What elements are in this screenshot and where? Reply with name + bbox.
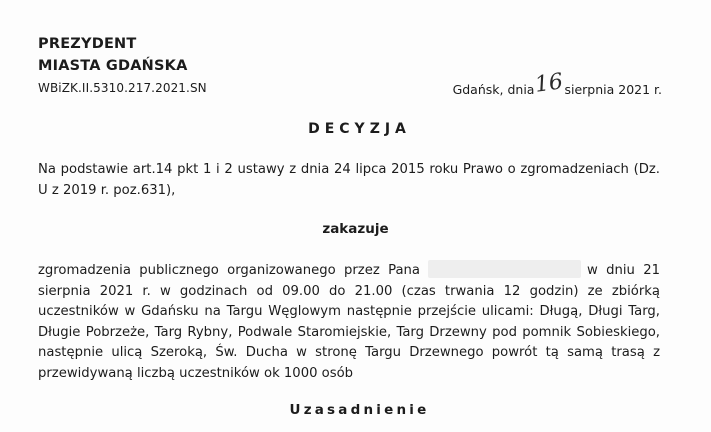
justification-heading: Uzasadnienie [289, 402, 430, 418]
authority-city: MIASTA GDAŃSKA [38, 58, 188, 74]
legal-basis-paragraph: Na podstawie art.14 pkt 1 i 2 ustawy z dnia 24 lipca 2015 roku Prawo o zgromadzeniach (Dz. U z 2019 r. poz.631), [38, 162, 660, 198]
handwritten-day: 16 [533, 69, 566, 98]
case-number: WBiZK.II.5310.217.2021.SN [38, 81, 207, 95]
decision-verb: zakazuje [322, 221, 389, 237]
issuing-authority [38, 33, 188, 77]
body-text-before-name: zgromadzenia publicznego organizowanego przez Pana [38, 263, 420, 278]
decision-body-paragraph [38, 260, 660, 384]
place-and-date [452, 69, 662, 98]
place-date-suffix: sierpnia 2021 r. [564, 82, 662, 97]
authority-title: PREZYDENT [38, 36, 137, 52]
body-text-after-name: w dniu 21 sierpnia 2021 r. w godzinach od 09.00 do 21.00 (czas trwania 12 godzin) ze zbiórką uczestników w Gdańsku na Targu Węglowym następnie przejście ulicami: Długą, Długi Targ, Długie Pobrzeże, Targ Rybny, Podwale Staromiejskie, Targ Drzewny pod pomnik Sobieskiego, następnie ulicą Szeroką, Św. Ducha w stronę Targu Drzewnego powrót tą samą trasą z przewidywaną liczbą uczestników ok 1000 osób [38, 263, 661, 381]
place-date-prefix: Gdańsk, dnia [452, 82, 535, 97]
document-title: DECYZJA [308, 121, 411, 137]
redacted-name-block [428, 260, 581, 278]
